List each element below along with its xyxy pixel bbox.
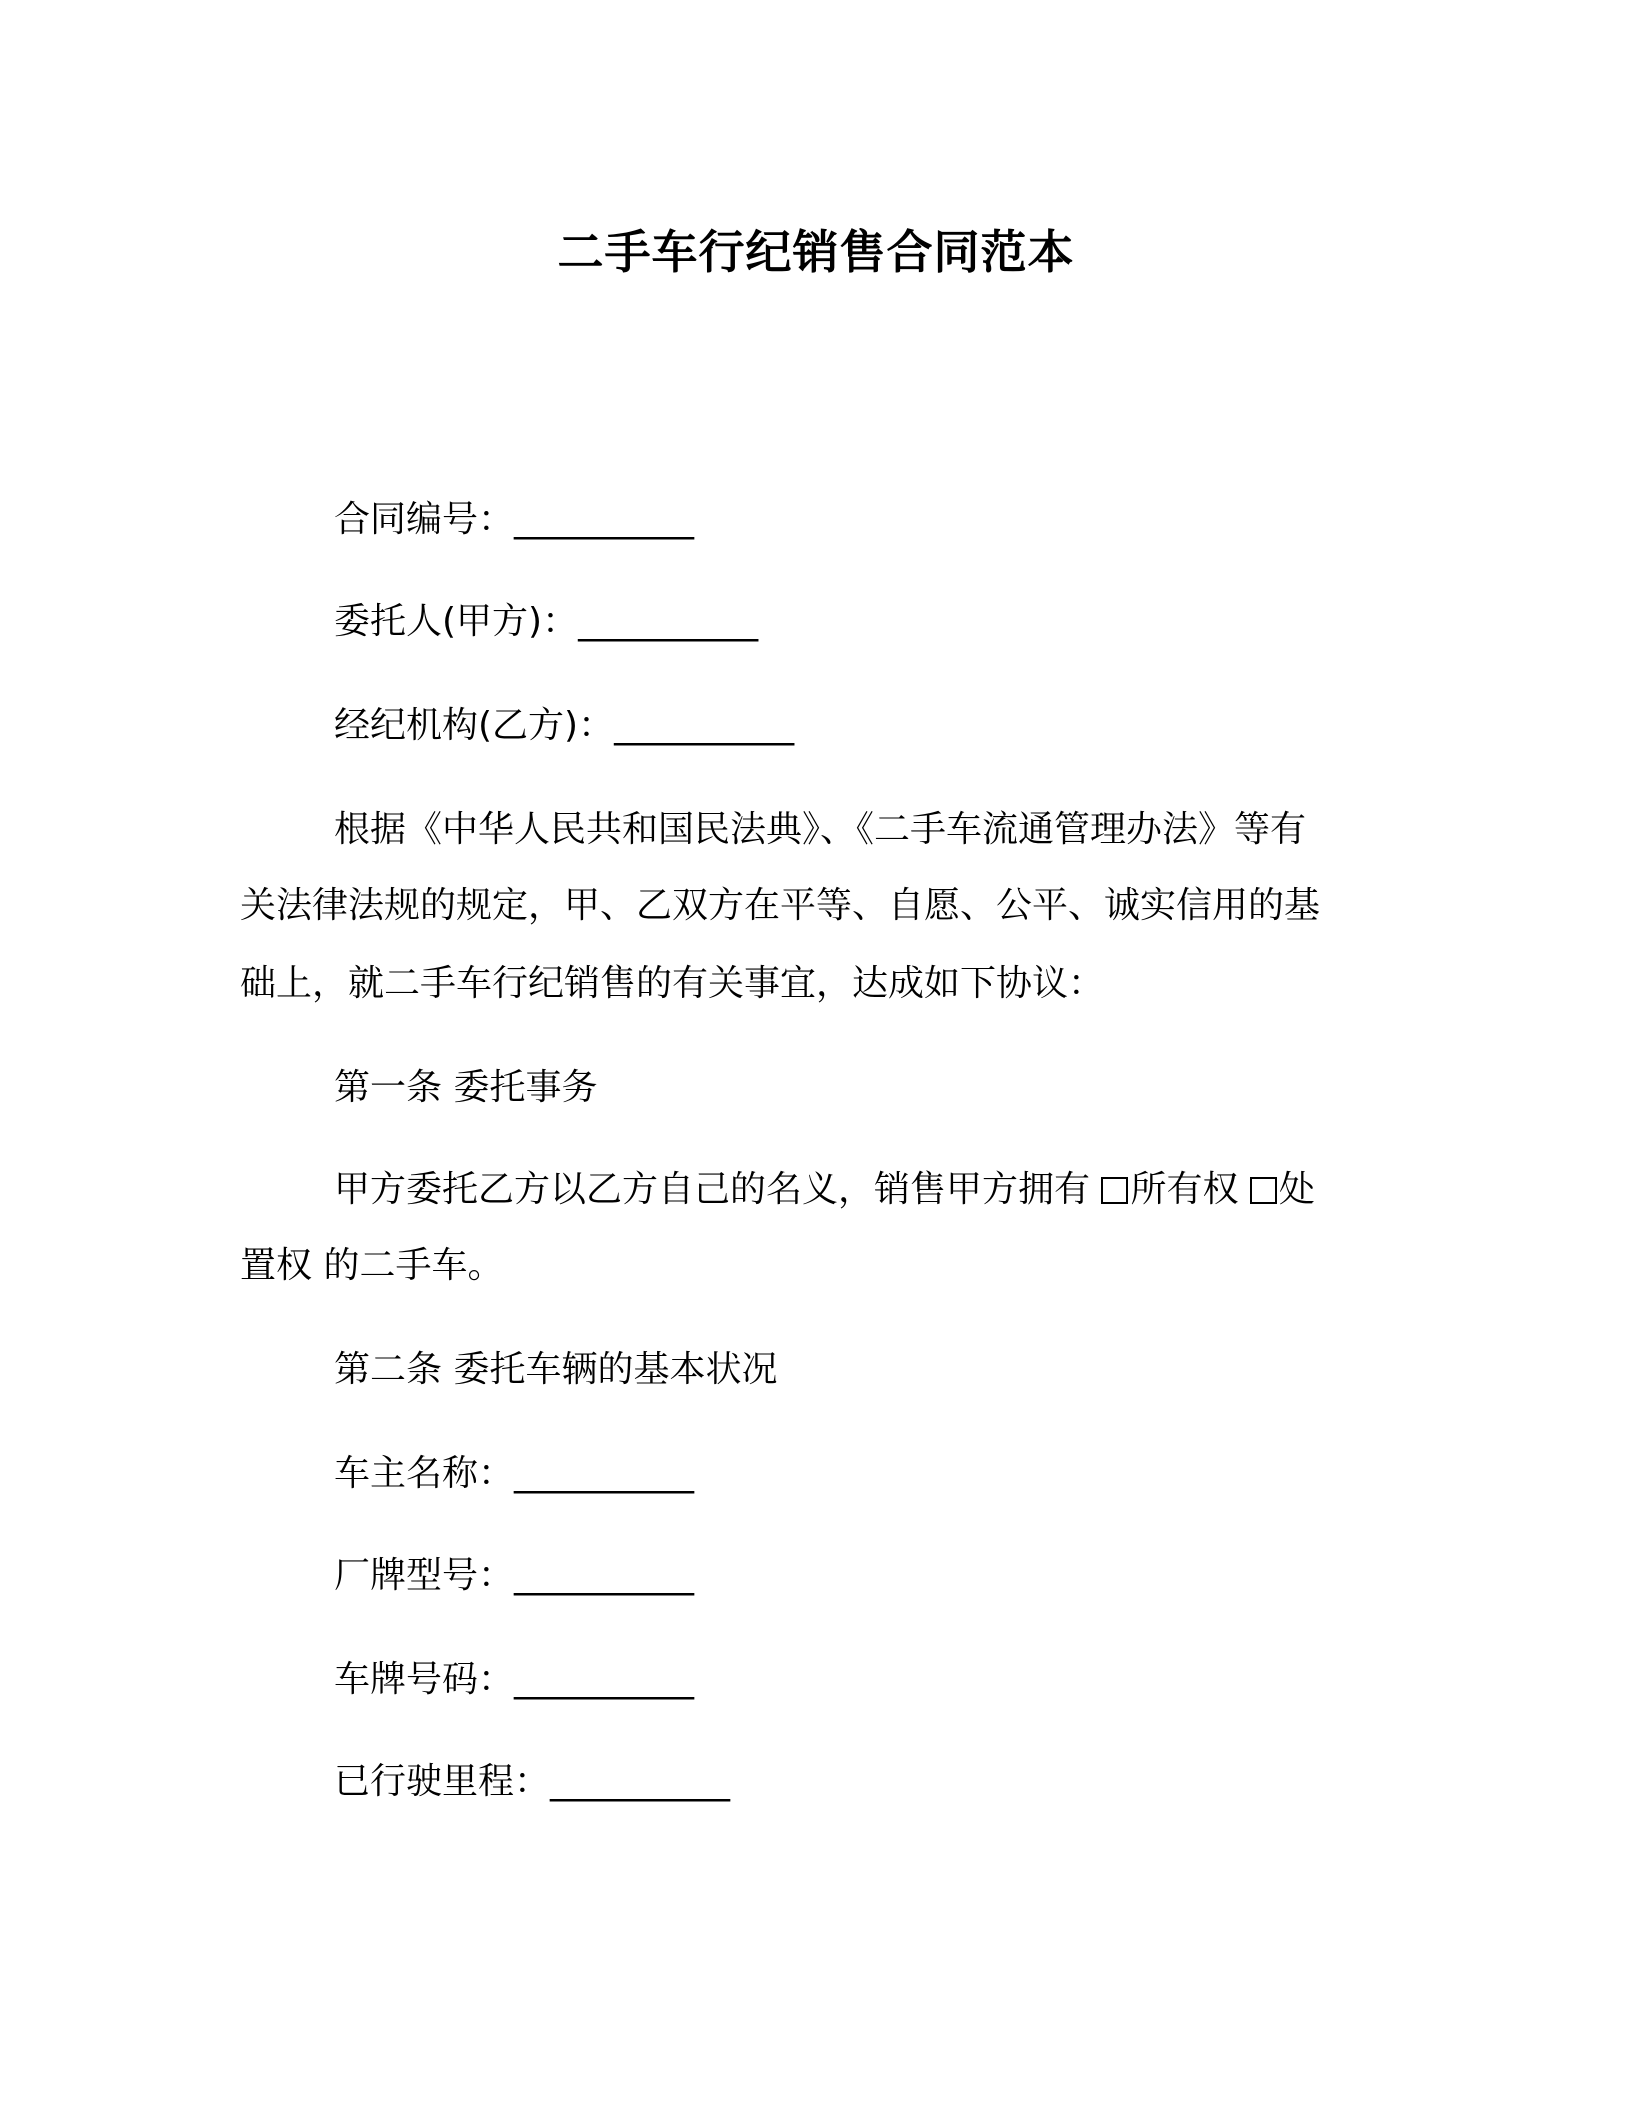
principal-party-a-field (334, 598, 758, 646)
article-1-text: 甲方委托乙方以乙方自己的名义，销售甲方拥有 (334, 1169, 1102, 1210)
article-1-heading: 第一条 委托事务 (334, 1067, 598, 1108)
field-label: 车主名称： (334, 1453, 515, 1494)
field-label: 已行驶里程： (334, 1761, 551, 1802)
field-blank: __________ (514, 1453, 695, 1494)
article-1-line-2: 置权 的二手车。 (240, 1245, 504, 1286)
article-2-heading: 第二条 委托车辆的基本状况 (334, 1349, 778, 1390)
field-blank: __________ (578, 601, 759, 642)
brand-model-field (334, 1552, 694, 1600)
owner-name-field (334, 1450, 694, 1498)
field-label: 经纪机构(乙方)： (334, 705, 615, 746)
mileage-field (334, 1758, 730, 1806)
preamble-line-1: 根据《中华人民共和国民法典》、《二手车流通管理办法》等有 (334, 809, 1307, 850)
document-title: 二手车行纪销售合同范本 (557, 225, 1075, 279)
disposal-right-option-label: 处 (1278, 1169, 1315, 1210)
ownership-option-label: 所有权 (1130, 1169, 1250, 1210)
field-blank: __________ (514, 1555, 695, 1596)
field-label: 合同编号： (334, 499, 515, 540)
agency-party-b-field (334, 702, 794, 750)
field-blank: __________ (550, 1761, 731, 1802)
field-label: 委托人(甲方)： (334, 601, 579, 642)
contract-number-field (334, 496, 694, 544)
field-label: 厂牌型号： (334, 1555, 515, 1596)
plate-number-field (334, 1656, 694, 1704)
field-blank: __________ (614, 705, 795, 746)
field-blank: __________ (514, 499, 695, 540)
field-blank: __________ (514, 1659, 695, 1700)
disposal-right-checkbox[interactable] (1250, 1177, 1277, 1204)
article-1-line-1 (334, 1166, 1315, 1214)
preamble-line-3: 础上，就二手车行纪销售的有关事宜，达成如下协议： (240, 963, 1105, 1004)
preamble-line-2: 关法律法规的规定，甲、乙双方在平等、自愿、公平、诚实信用的基 (240, 885, 1321, 926)
ownership-checkbox[interactable] (1101, 1177, 1128, 1204)
field-label: 车牌号码： (334, 1659, 515, 1700)
